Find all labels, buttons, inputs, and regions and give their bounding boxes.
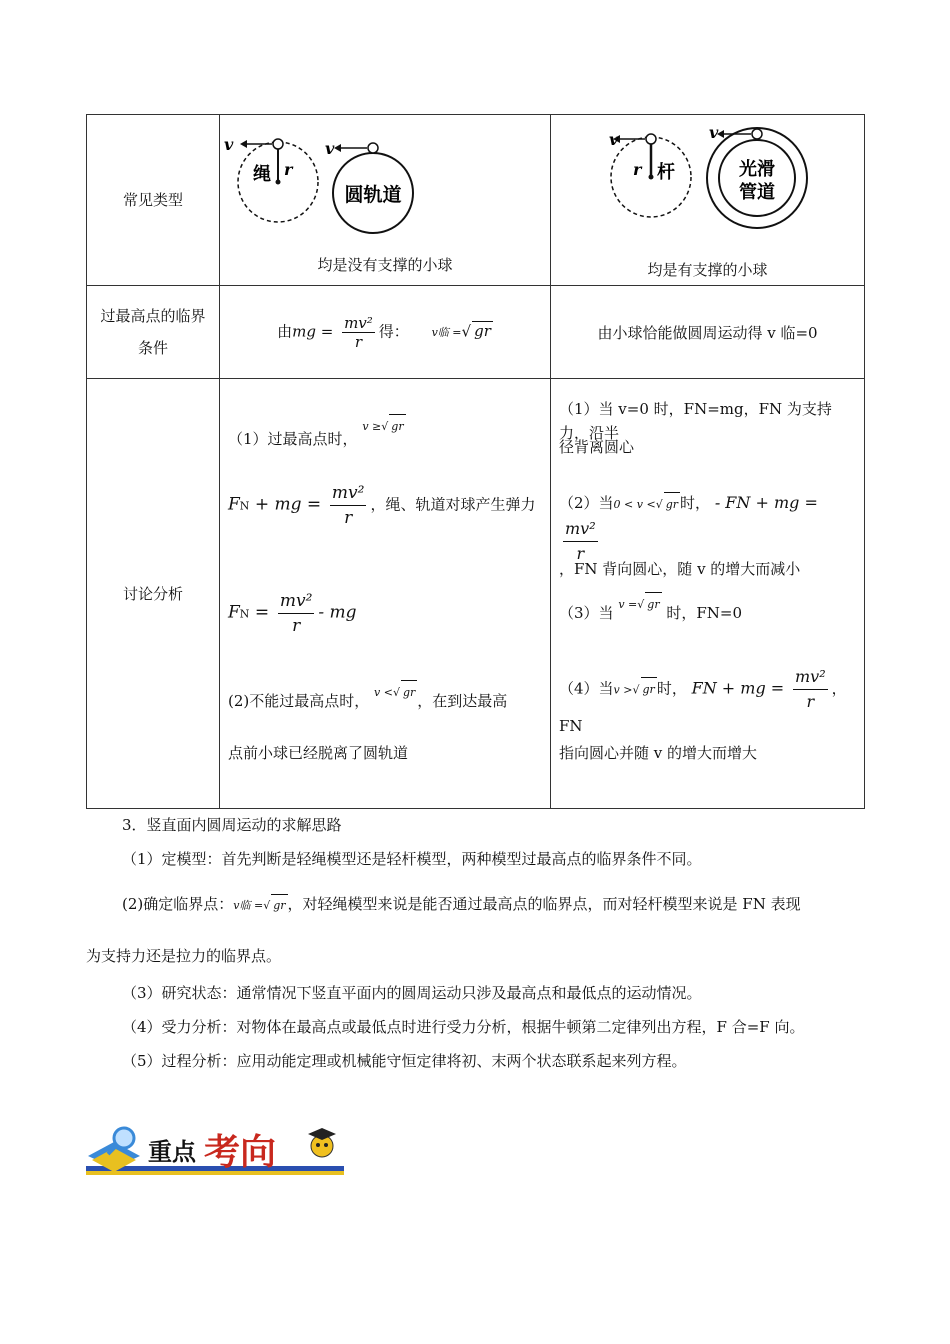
svg-text:圆轨道: 圆轨道: [344, 184, 402, 206]
paragraph-5: （5）过程分析：应用动能定理或机械能守恒定律将初、末两个状态联系起来列方程。: [122, 1052, 687, 1070]
rod-case-1: （1）当 v=0 时，FN=mg，FN 为支持力，沿半: [559, 399, 832, 442]
logo-graphic: [86, 1120, 346, 1178]
row-label-critical: 过最高点的临界 条件: [87, 286, 220, 379]
rope-types-cell: [220, 115, 551, 286]
rod-case-2: （2）当0 < v <√ gr 时， - FN + mg = $\frac{\text{mv²}}{r}$: [559, 491, 858, 566]
fraction: $\frac{\text{mv²}}{r}$: [565, 518, 596, 563]
rope-eq-1: FN + mg = $\frac{\text{mv²}}{r}$ ，绳、轨道对球产生弹力: [228, 482, 536, 528]
svg-text:v: v: [224, 135, 234, 154]
key-direction-logo: [86, 1120, 346, 1178]
rod-case-3: （3）当 $^{v =√}$ gr 时，FN=0: [559, 601, 858, 627]
fraction: $\frac{\text{mv²}}{r}$: [344, 313, 373, 351]
rope-discussion-cell: [220, 379, 551, 809]
svg-text:管道: 管道: [739, 182, 775, 203]
rope-case-2: (2)不能过最高点时， $^{v <√}$ gr ，在到达最高: [228, 689, 544, 715]
svg-text:r: r: [633, 160, 642, 179]
fraction: $\frac{\text{mv²}}{r}$: [794, 666, 826, 711]
rod-critical-cell: 由小球恰能做圆周运动得 v 临=0: [551, 286, 865, 379]
rope-case-1: （1）过最高点时， $^{v \ge√}$ gr: [228, 427, 544, 453]
paragraph-2: (2)确定临界点：v临 =√ gr ，对轻绳模型来说是能否通过最高点的临界点，而对轻杆模型来说是 FN 表现: [86, 893, 902, 917]
section-heading: 3．竖直面内圆周运动的求解思路: [122, 816, 342, 834]
svg-text:光滑: 光滑: [739, 159, 775, 180]
svg-text:重点: 重点: [148, 1137, 196, 1166]
paragraph-1: （1）定模型：首先判断是轻绳模型还是轻杆模型，两种模型过最高点的临界条件不同。: [122, 850, 702, 868]
comparison-table: [86, 114, 865, 809]
table-row-types: [87, 115, 865, 286]
paragraph-3: （3）研究状态：通常情况下竖直平面内的圆周运动只涉及最高点和最低点的运动情况。: [122, 984, 702, 1002]
rod-case-2-cont: ，FN 背向圆心，随 v 的增大而减小: [559, 559, 801, 578]
rod-types-cell: [551, 115, 865, 286]
table-row-critical: [87, 286, 865, 379]
rod-case-4: （4）当v >√ gr 时， FN + mg = $\frac{\text{mv²}}{r}$ ，FN: [559, 666, 847, 735]
rod-discussion-cell: [551, 379, 865, 809]
paragraph-2-cont: 为支持力还是拉力的临界点。: [86, 947, 282, 965]
rod-case-1-cont: 径背离圆心: [559, 437, 635, 456]
svg-text:r: r: [284, 160, 293, 179]
rope-critical-cell: 由mg = $\frac{\text{mv²}}{r}$ 得： v临 =√ gr: [220, 286, 551, 379]
rod-tube-figure: [551, 120, 864, 235]
svg-text:v: v: [609, 130, 619, 149]
svg-text:考向: 考向: [204, 1131, 277, 1173]
fraction: $\frac{\text{mv²}}{r}$: [331, 482, 365, 528]
svg-text:v: v: [709, 123, 719, 142]
rod-case-4-cont: 指向圆心并随 v 的增大而增大: [559, 743, 758, 762]
rod-caption: 均是有支撑的小球: [647, 261, 768, 279]
rope-track-figure: [220, 125, 550, 240]
row-label-discussion: 讨论分析: [87, 379, 220, 809]
svg-text:v: v: [325, 139, 335, 158]
fraction: $\frac{\text{mv²}}{r}$: [279, 590, 313, 636]
svg-text:杆: 杆: [657, 162, 675, 183]
rope-caption: 均是没有支撑的小球: [317, 256, 453, 274]
table-row-discussion: [87, 379, 865, 809]
paragraph-4: （4）受力分析：对物体在最高点或最低点时进行受力分析，根据牛顿第二定律列出方程，F 合=F 向。: [122, 1018, 805, 1036]
svg-text:绳: 绳: [253, 164, 271, 185]
rope-eq-2: FN = $\frac{\text{mv²}}{r}$ - mg: [228, 590, 357, 636]
rope-case-2-cont: 点前小球已经脱离了圆轨道: [228, 743, 409, 762]
row-label-types: 常见类型: [87, 115, 220, 286]
